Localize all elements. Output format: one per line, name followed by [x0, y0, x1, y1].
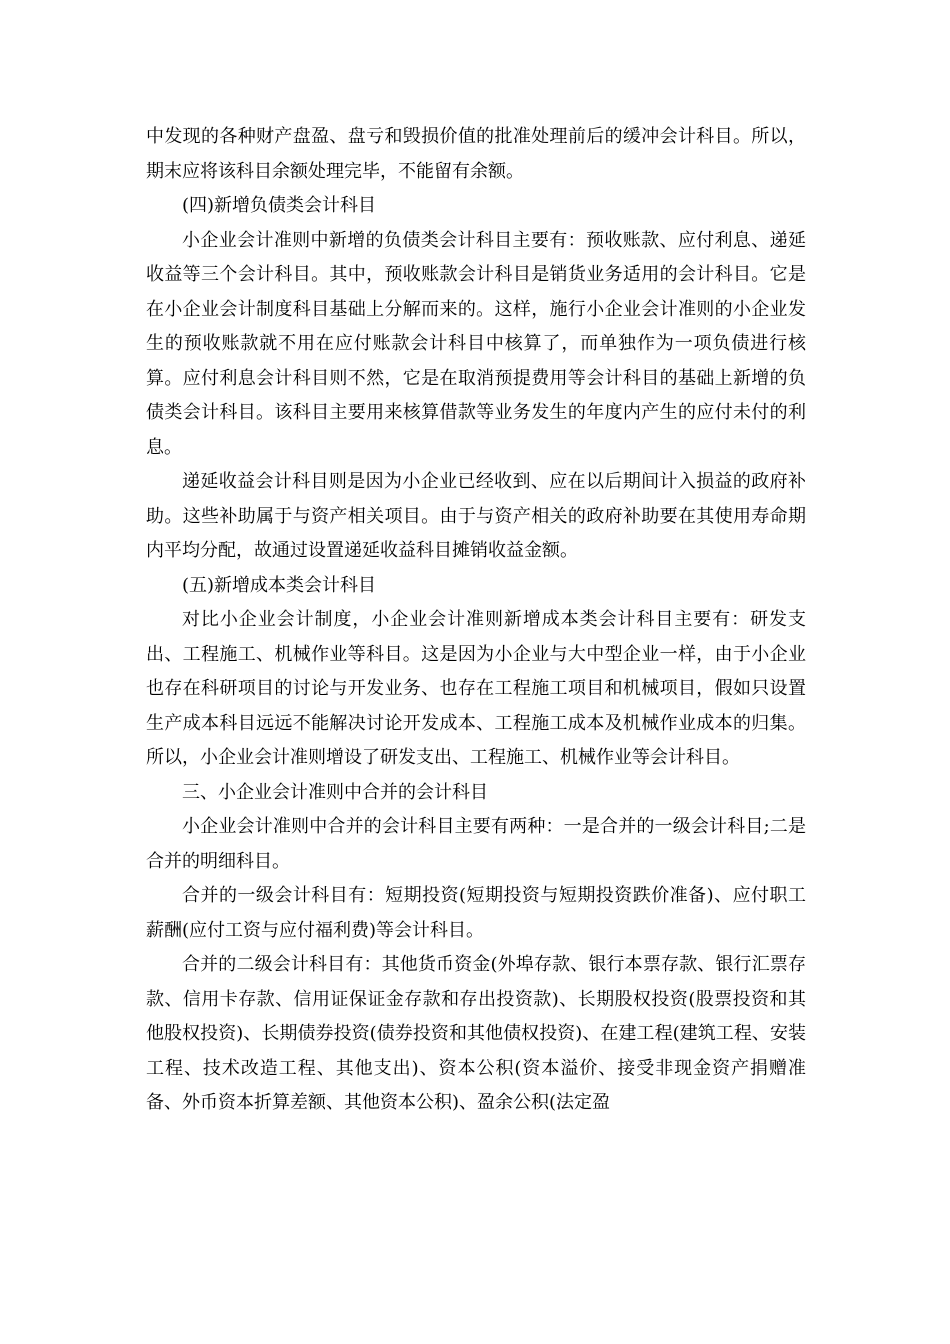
paragraph-merged-first-level: 合并的一级会计科目有：短期投资(短期投资与短期投资跌价准备)、应付职工薪酬(应付工资与应付福利费)等会计科目。	[146, 885, 806, 941]
paragraph-merged-accounts-intro: 小企业会计准则中合并的会计科目主要有两种：一是合并的一级会计科目;二是合并的明细科目。	[146, 816, 806, 872]
section-heading-merged-accounts: 三、小企业会计准则中合并的会计科目	[182, 781, 488, 803]
paragraph-deferred-income: 递延收益会计科目则是因为小企业已经收到、应在以后期间计入损益的政府补助。这些补助属于与资产相关项目。由于与资产相关的政府补助要在其使用寿命期内平均分配，故通过设置递延收益科目摊销收益金额。	[146, 471, 806, 561]
section-heading-new-cost-accounts: (五)新增成本类会计科目	[182, 574, 377, 596]
document-page	[146, 120, 806, 1121]
paragraph-liability-accounts: 小企业会计准则中新增的负债类会计科目主要有：预收账款、应付利息、递延收益等三个会计科目。其中，预收账款会计科目是销货业务适用的会计科目。它是在小企业会计制度科目基础上分解而来的。这样，施行小企业会计准则的小企业发生的预收账款就不用在应付账款会计科目中核算了，而单独作为一项负债进行核算。应付利息会计科目则不然，它是在取消预提费用等会计科目的基础上新增的负债类会计科目。该科目主要用来核算借款等业务发生的年度内产生的应付未付的利息。	[146, 229, 806, 458]
paragraph-merged-second-level: 合并的二级会计科目有：其他货币资金(外埠存款、银行本票存款、银行汇票存款、信用卡存款、信用证保证金存款和存出投资款)、长期股权投资(股票投资和其他股权投资)、长期债券投资(债券投资和其他债权投资)、在建工程(建筑工程、安装工程、技术改造工程、其他支出)、资本公积(资本溢价、接受非现金资产捐赠准备、外币资本折算差额、其他资本公积)、盈余公积(法定盈	[146, 954, 806, 1113]
paragraph-cost-accounts: 对比小企业会计制度，小企业会计准则新增成本类会计科目主要有：研发支出、工程施工、机械作业等科目。这是因为小企业与大中型企业一样，由于小企业也存在科研项目的讨论与开发业务、也存在工程施工项目和机械项目，假如只设置生产成本科目远远不能解决讨论开发成本、工程施工成本及机械作业成本的归集。所以，小企业会计准则增设了研发支出、工程施工、机械作业等会计科目。	[146, 609, 806, 768]
section-heading-new-liability-accounts: (四)新增负债类会计科目	[182, 195, 377, 216]
paragraph-continuation: 中发现的各种财产盘盈、盘亏和毁损价值的批准处理前后的缓冲会计科目。所以，期末应将该科目余额处理完毕，不能留有余额。	[146, 126, 806, 182]
